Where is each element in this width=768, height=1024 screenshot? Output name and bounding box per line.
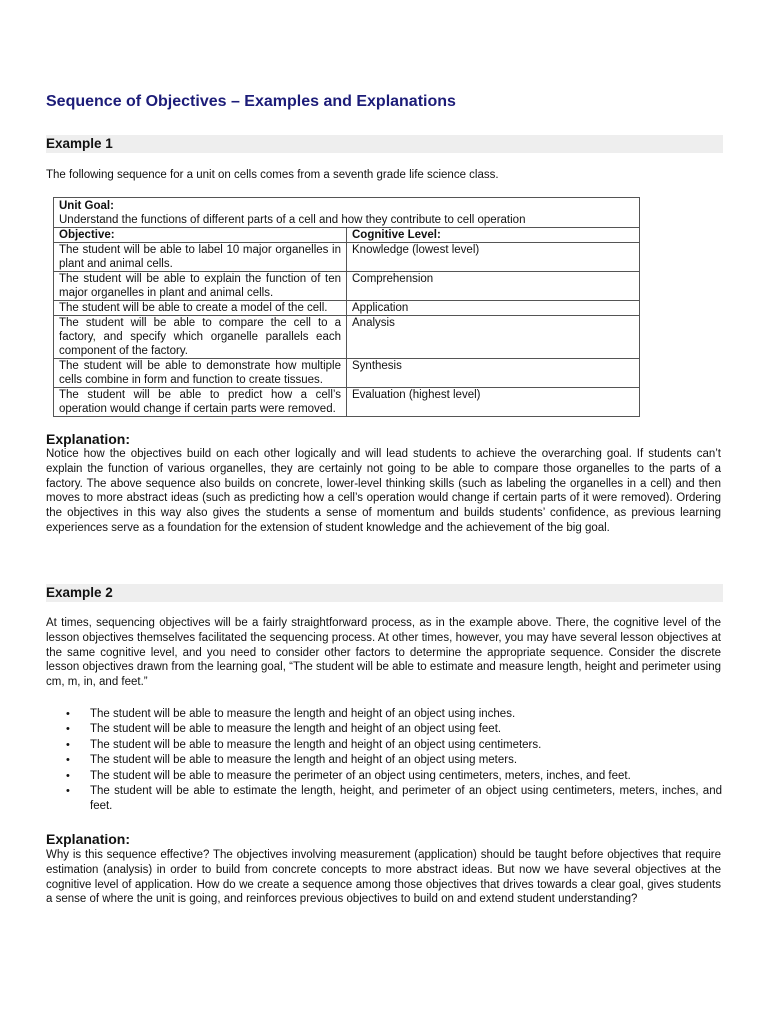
- unit-goal-label: Unit Goal:: [59, 200, 114, 212]
- level-cell: Application: [347, 301, 640, 316]
- bullet-icon: •: [66, 754, 70, 767]
- list-item-text: The student will be able to estimate the length, height, and perimeter of an object using centimeters, meters, inches, and feet.: [90, 785, 722, 813]
- objective-cell: The student will be able to label 10 major organelles in plant and animal cells.: [54, 243, 347, 272]
- list-item: [46, 753, 722, 768]
- cognitive-level-header: Cognitive Level:: [347, 228, 640, 243]
- objective-cell: The student will be able to explain the function of ten major organelles in plant and animal cells.: [54, 272, 347, 301]
- table-row: [54, 243, 640, 272]
- example-1-heading: Example 1: [46, 136, 113, 151]
- objective-cell: The student will be able to predict how a cell’s operation would change if certain parts were removed.: [54, 388, 347, 417]
- example-1-intro: The following sequence for a unit on cells comes from a seventh grade life science class.: [46, 169, 499, 181]
- list-item: [46, 707, 722, 722]
- example-1-explanation: Notice how the objectives build on each other logically and will lead students to achieve the overarching goal. If students can’t explain the function of various organelles, they are certainly not going to be able to compare those organelles to the parts of a factory. The above sequence also builds on concrete, lower-level thinking skills (such as labeling the organelles in a cell) and then moves to more abstract ideas (such as predicting how a cell’s operation would change if certain parts of it were removed). Ordering the objectives in this way also gives the students a sense of momentum and builds students’ confidence, as previous learning experiences serve as a foundation for the extension of student knowledge and the achievement of the big goal.: [46, 448, 721, 534]
- table-row: [54, 301, 640, 316]
- objectives-table: [53, 197, 640, 417]
- level-cell: Synthesis: [347, 359, 640, 388]
- list-item-text: The student will be able to measure the perimeter of an object using centimeters, meters, inches, and feet.: [90, 769, 631, 782]
- bullet-icon: •: [66, 785, 70, 798]
- table-header-row: [54, 228, 640, 243]
- level-cell: Comprehension: [347, 272, 640, 301]
- example-2-heading-bar: [46, 584, 723, 602]
- level-cell: Evaluation (highest level): [347, 388, 640, 417]
- example-1-heading-bar: [46, 135, 723, 153]
- list-item: [46, 722, 722, 737]
- list-item: [46, 769, 722, 784]
- list-item: [46, 784, 722, 815]
- example-2-explanation-heading: Explanation:: [46, 831, 131, 847]
- objectives-bullet-list: [46, 707, 722, 815]
- page-title: Sequence of Objectives – Examples and Explanations: [46, 93, 456, 110]
- table-row: [54, 316, 640, 359]
- bullet-icon: •: [66, 723, 70, 736]
- list-item-text: The student will be able to measure the length and height of an object using feet.: [90, 723, 502, 736]
- level-cell: Analysis: [347, 316, 640, 359]
- objective-cell: The student will be able to compare the cell to a factory, and specify which organelle parallels each component of the factory.: [54, 316, 347, 359]
- bullet-icon: •: [66, 738, 70, 751]
- bullet-icon: •: [66, 708, 70, 720]
- example-2-explanation: Why is this sequence effective? The objectives involving measurement (application) should be taught before objectives that require estimation (analysis) in order to build from concrete concepts to more abstract ideas. But now we have several objectives at the cognitive level of application. How do we create a sequence among those objectives that drives towards a clear goal, gives students a sense of where the unit is going, and reinforces previous objectives to build on and extend student understanding?: [46, 849, 721, 906]
- example-2-intro: At times, sequencing objectives will be a fairly straightforward process, as in the example above. There, the cognitive level of the lesson objectives themselves facilitated the sequencing process. At other times, however, you may have several lesson objectives at the same cognitive level, and you need to consider other factors to determine the appropriate sequence. Consider the discrete lesson objectives drawn from the learning goal, “The student will be able to estimate and measure length, height and perimeter using cm, m, in, and feet.”: [46, 617, 721, 689]
- table-row: [54, 359, 640, 388]
- objective-cell: The student will be able to demonstrate how multiple cells combine in form and function to create tissues.: [54, 359, 347, 388]
- unit-goal-row: [54, 198, 640, 228]
- table-row: [54, 388, 640, 417]
- list-item-text: The student will be able to measure the length and height of an object using centimeters.: [90, 738, 542, 751]
- level-cell: Knowledge (lowest level): [347, 243, 640, 272]
- example-1-explanation-heading: Explanation:: [46, 431, 131, 447]
- objective-header: Objective:: [54, 228, 347, 243]
- example-2-heading: Example 2: [46, 585, 113, 600]
- list-item-text: The student will be able to measure the length and height of an object using inches.: [90, 708, 516, 720]
- table-row: [54, 272, 640, 301]
- unit-goal-text: Understand the functions of different parts of a cell and how they contribute to cell operation: [59, 214, 526, 226]
- bullet-icon: •: [66, 769, 70, 782]
- list-item-text: The student will be able to measure the length and height of an object using meters.: [90, 754, 518, 767]
- list-item: [46, 738, 722, 753]
- objective-cell: The student will be able to create a model of the cell.: [54, 301, 347, 316]
- unit-goal-cell: [54, 198, 640, 228]
